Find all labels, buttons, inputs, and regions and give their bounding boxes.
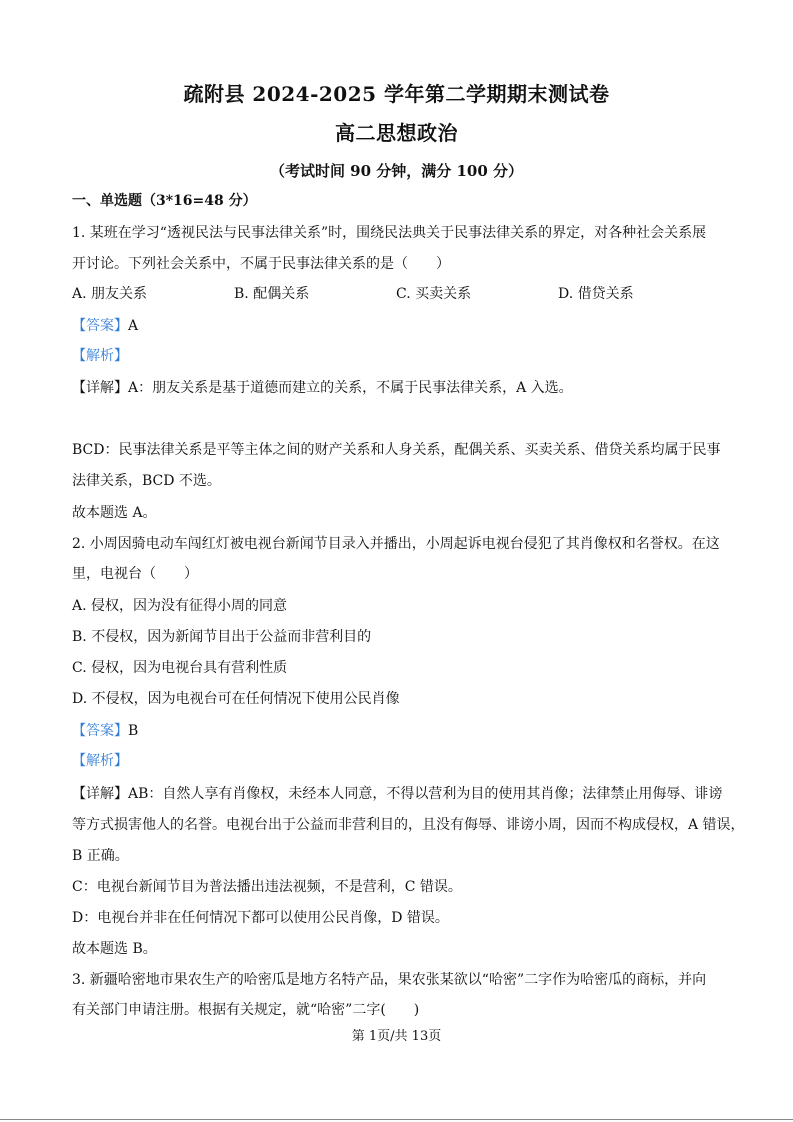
analysis-tag: 【解析】 [72,348,128,364]
q2-detail-line-1 [72,785,732,803]
q1-detail [72,379,732,397]
subject-title: 高二思想政治 [335,121,458,145]
q1-bcd-line-2: 法律关系，BCD 不选。 [72,473,221,489]
analysis-tag: 【解析】 [72,753,128,769]
q1-answer [72,317,732,335]
q2-answer [72,722,732,740]
q3-stem-line-2: 有关部门申请注册。根据有关规定，就“哈密”二字( ) [72,1002,420,1018]
q2-detail-line-2: 等方式损害他人的名誉。电视台出于公益而非营利目的，且没有侮辱、诽谤小周，因而不构成侵权，A 错误， [72,817,745,833]
q2-conclusion: 故本题选 B。 [72,941,157,957]
q2-analysis [72,752,732,770]
exam-title: 疏附县 2024-2025 学年第二学期期末测试卷 [183,82,610,106]
q1-stem-line-2: 开讨论。下列社会关系中，不属于民事法律关系的是（ ） [72,256,450,272]
answer-value: A [128,318,139,334]
detail-tag: 【详解】 [72,786,128,802]
q2-detail-line-3: B 正确。 [72,848,129,864]
q1-bcd-line-1: BCD：民事法律关系是平等主体之间的财产关系和人身关系，配偶关系、买卖关系、借贷关系均属于民事 [72,442,721,458]
detail-tag: 【详解】 [72,380,128,396]
answer-value: B [128,723,139,739]
q1-stem-line-1: 1. 某班在学习“透视民法与民事法律关系”时，围绕民法典关于民事法律关系的界定，对各种社会关系展 [72,225,707,241]
section-heading: 一、单选题（3*16=48 分） [72,193,257,209]
q2-d-explanation: D：电视台并非在任何情况下都可以使用公民肖像，D 错误。 [72,910,449,926]
q2-stem-line-2: 里，电视台（ ） [72,566,198,582]
exam-info: （考试时间 90 分钟，满分 100 分） [269,162,524,180]
q2-c-explanation: C：电视台新闻节目为普法播出违法视频，不是营利，C 错误。 [72,879,462,895]
q2-option-a: A. 侵权，因为没有征得小周的同意 [72,598,288,614]
q3-stem-line-1: 3. 新疆哈密地市果农生产的哈密瓜是地方名特产品，果农张某欲以“哈密”二字作为哈密瓜的商标，并向 [72,972,707,988]
page-footer: 第 1页/共 13页 [351,1029,442,1044]
bottom-divider [0,1119,793,1120]
answer-tag: 【答案】 [72,318,128,334]
detail-text: AB：自然人享有肖像权，未经本人同意，不得以营利为目的使用其肖像；法律禁止用侮辱、诽谤 [128,786,723,802]
q2-option-d: D. 不侵权，因为电视台可在任何情况下使用公民肖像 [72,691,400,707]
q2-stem-line-1: 2. 小周因骑电动车闯红灯被电视台新闻节目录入并播出，小周起诉电视台侵犯了其肖像权和名誉权。在这 [72,536,720,552]
answer-tag: 【答案】 [72,723,128,739]
q2-option-b: B. 不侵权，因为新闻节目出于公益而非营利目的 [72,629,372,645]
q1-option-b: B. 配偶关系 [234,286,310,302]
q1-conclusion: 故本题选 A。 [72,505,157,521]
q1-analysis [72,347,732,365]
q1-option-a: A. 朋友关系 [72,286,148,302]
detail-text: A：朋友关系是基于道德而建立的关系，不属于民事法律关系，A 入选。 [128,380,573,396]
q2-option-c: C. 侵权，因为电视台具有营利性质 [72,660,288,676]
q1-option-c: C. 买卖关系 [396,286,472,302]
q1-option-d: D. 借贷关系 [558,286,634,302]
